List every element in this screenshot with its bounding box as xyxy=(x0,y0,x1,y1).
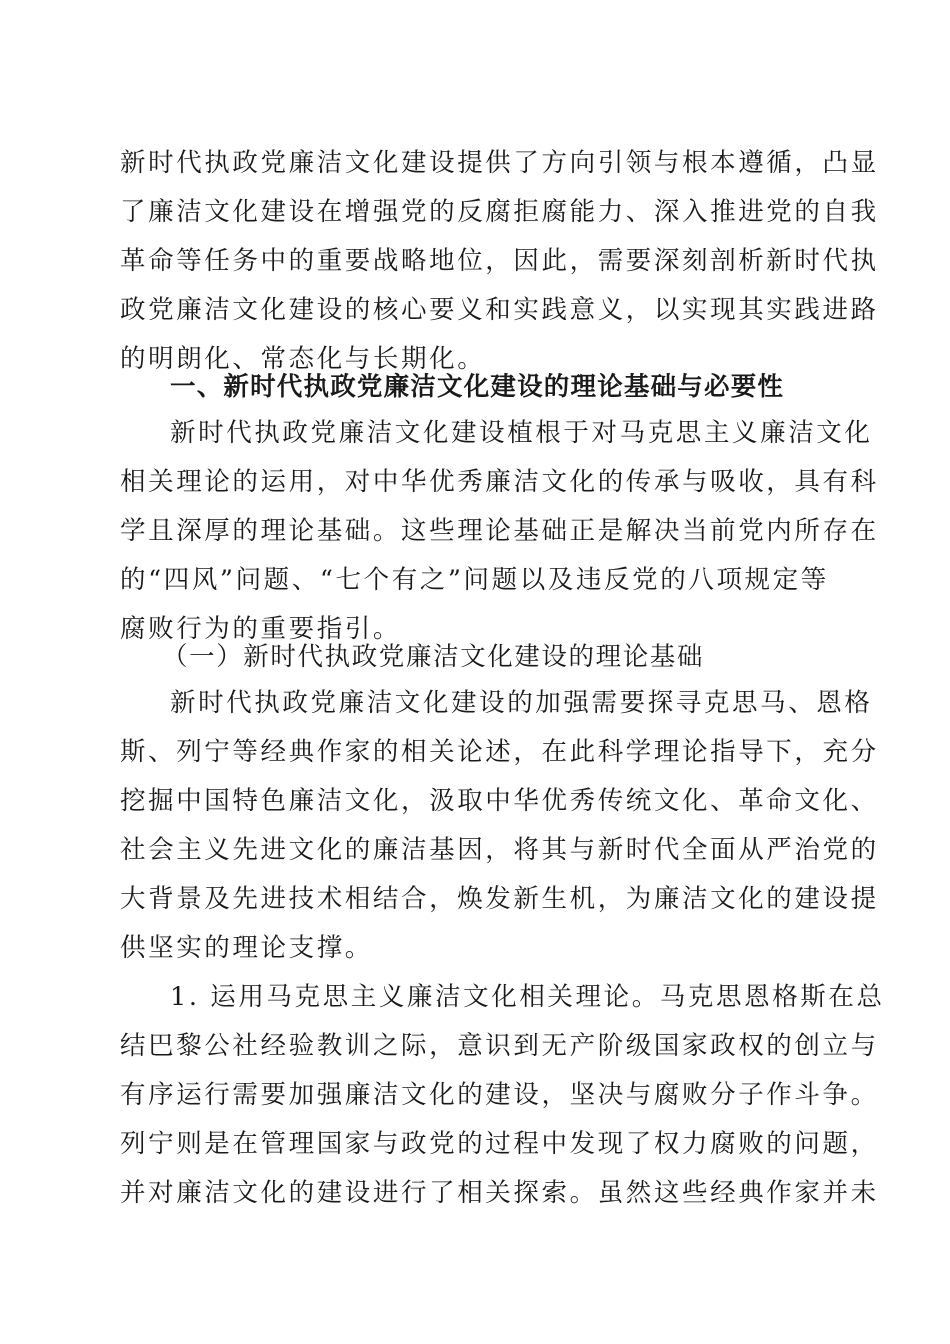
body-text-line: 新时代执政党廉洁文化建设提供了方向引领与根本遵循，凸显 xyxy=(120,148,879,178)
body-text-line: 学且深厚的理论基础。这些理论基础正是解决当前党内所存在 xyxy=(120,516,879,546)
body-text-line: 了廉洁文化建设在增强党的反腐拒腐能力、深入推进党的自我 xyxy=(120,197,879,227)
body-text-line: 结巴黎公社经验教训之际，意识到无产阶级国家政权的创立与 xyxy=(120,1031,879,1061)
body-text-line: 有序运行需要加强廉洁文化的建设，坚决与腐败分子作斗争。 xyxy=(120,1080,879,1110)
body-text-line: 供坚实的理论支撑。 xyxy=(120,933,373,963)
section-heading: 一、新时代执政党廉洁文化建设的理论基础与必要性 xyxy=(170,372,785,402)
body-text-line: 新时代执政党廉洁文化建设的加强需要探寻克思马、恩格 xyxy=(170,688,873,718)
body-text-line: 社会主义先进文化的廉洁基因，将其与新时代全面从严治党的 xyxy=(120,835,879,865)
body-text-line: 革命等任务中的重要战略地位，因此，需要深刻剖析新时代执 xyxy=(120,246,879,276)
body-text-line: 斯、列宁等经典作家的相关论述，在此科学理论指导下，充分 xyxy=(120,737,879,767)
body-text-line: 列宁则是在管理国家与政党的过程中发现了权力腐败的问题， xyxy=(120,1129,879,1159)
body-text-line: 挖掘中国特色廉洁文化，汲取中华优秀传统文化、革命文化、 xyxy=(120,786,879,816)
body-text-line: 的明朗化、常态化与长期化。 xyxy=(120,344,486,374)
body-text-line: 大背景及先进技术相结合，焕发新生机，为廉洁文化的建设提 xyxy=(120,884,879,914)
body-text-line: 1. 运用马克思主义廉洁文化相关理论。马克思恩格斯在总 xyxy=(170,982,885,1012)
body-text-line: 腐败行为的重要指引。 xyxy=(120,614,402,644)
body-text-line: 并对廉洁文化的建设进行了相关探索。虽然这些经典作家并未 xyxy=(120,1178,879,1208)
subsection-heading: （一）新时代执政党廉洁文化建设的理论基础 xyxy=(162,642,705,672)
body-text-line: 相关理论的运用，对中华优秀廉洁文化的传承与吸收，具有科 xyxy=(120,467,879,497)
body-text-line: 新时代执政党廉洁文化建设植根于对马克思主义廉洁文化 xyxy=(170,418,873,448)
body-text-line: 政党廉洁文化建设的核心要义和实践意义，以实现其实践进路 xyxy=(120,295,879,325)
body-text-line: 的“四风”问题、“七个有之”问题以及违反党的八项规定等 xyxy=(120,565,829,595)
